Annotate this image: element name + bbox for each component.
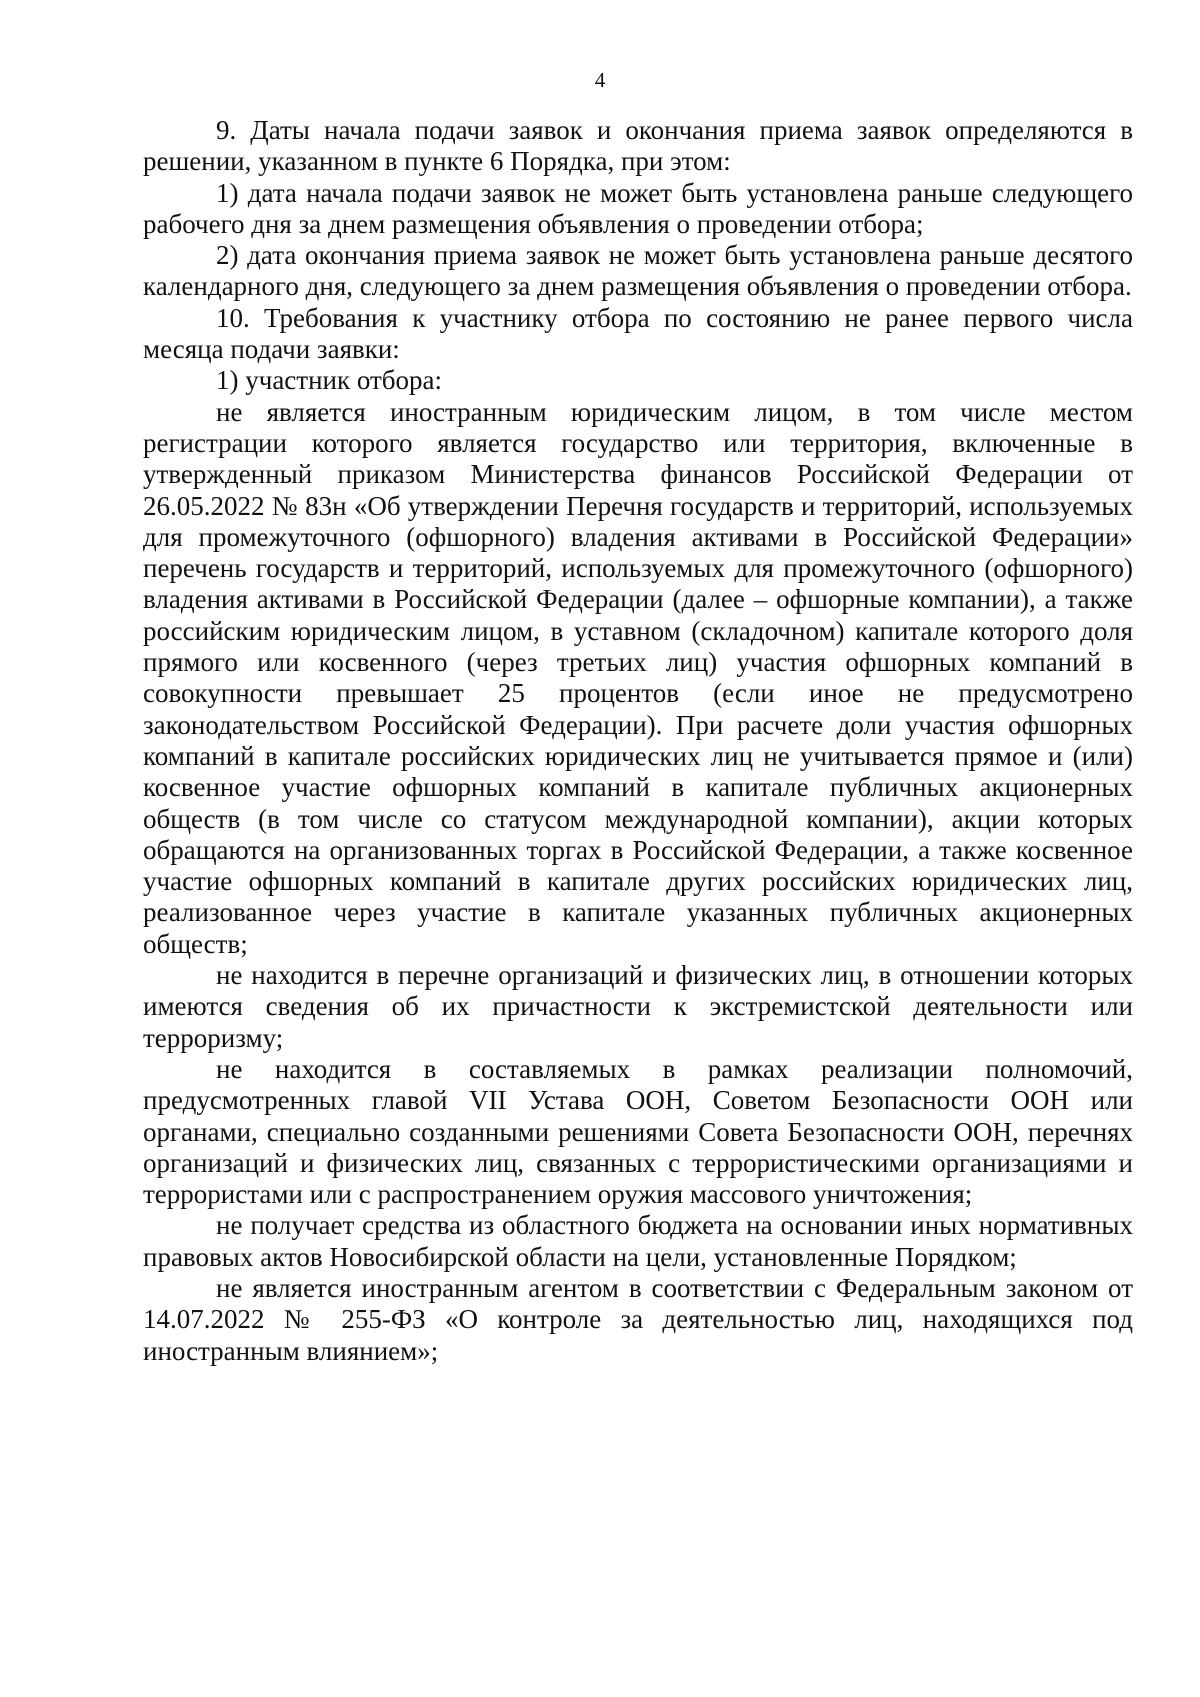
- paragraph-9: 9. Даты начала подачи заявок и окончания приема заявок определяются в решении, указанном в пункте 6 Порядка, при этом:: [143, 115, 1133, 177]
- page-number: 4: [594, 68, 606, 92]
- requirement-extremism: не находится в перечне организаций и физических лиц, в отношении которых имеются сведения об их причастности к экстремистской деятельности или терроризму;: [143, 960, 1133, 1053]
- paragraph-9-item-2: 2) дата окончания приема заявок не может быть установлена раньше десятого календарного дня, следующего за днем размещения объявления о проведении отбора.: [143, 240, 1133, 302]
- requirement-budget: не получает средства из областного бюджета на основании иных нормативных правовых актов Новосибирской области на цели, установленные Порядком;: [143, 1210, 1133, 1272]
- paragraph-10: 10. Требования к участнику отбора по состоянию не ранее первого числа месяца подачи заявки:: [143, 302, 1133, 365]
- requirement-offshore: не является иностранным юридическим лицом, в том числе местом регистрации которого является государство или территория, включенные в утвержденный приказом Министерства финансов Российской Федерации от 26.05.2022 № 83н «Об утверждении Перечня государств и территорий, используемых для промежуточного (офшорного) владения активами в Российской Федерации» перечень государств и территорий, используемых для промежуточного (офшорного) владения активами в Российской Федерации (далее – офшорные компании), а также российским юридическим лицом, в уставном (складочном) капитале которого доля прямого или косвенного (через третьих лиц) участия офшорных компаний в совокупности превышает 25 процентов (если иное не предусмотрено законодательством Российской Федерации). При расчете доли участия офшорных компаний в капитале российских юридических лиц не учитывается прямое и (или) косвенное участие офшорных компаний в капитале публичных акционерных обществ (в том числе со статусом международной компании), акции которых обращаются на организованных торгах в Российской Федерации, а также косвенное участие офшорных компаний в капитале других российских юридических лиц, реализованное через участие в капитале указанных публичных акционерных обществ;: [143, 396, 1133, 959]
- requirement-un-lists: не находится в составляемых в рамках реализации полномочий, предусмотренных главой VII Устава ООН, Советом Безопасности ООН или органами, специально созданными решениями Совета Безопасности ООН, перечнях организаций и физических лиц, связанных с террористическими организациями и террористами или с распространением оружия массового уничтожения;: [143, 1053, 1133, 1210]
- requirement-foreign-agent: не является иностранным агентом в соответствии с Федеральным законом от 14.07.2022 № 255-ФЗ «О контроле за деятельностью лиц, находящихся под иностранным влиянием»;: [143, 1272, 1133, 1366]
- paragraph-10-item-1: 1) участник отбора:: [216, 365, 443, 396]
- document-body: [143, 115, 1133, 1367]
- paragraph-9-item-1: 1) дата начала подачи заявок не может быть установлена раньше следующего рабочего дня за днем размещения объявления о проведении отбора;: [143, 177, 1133, 239]
